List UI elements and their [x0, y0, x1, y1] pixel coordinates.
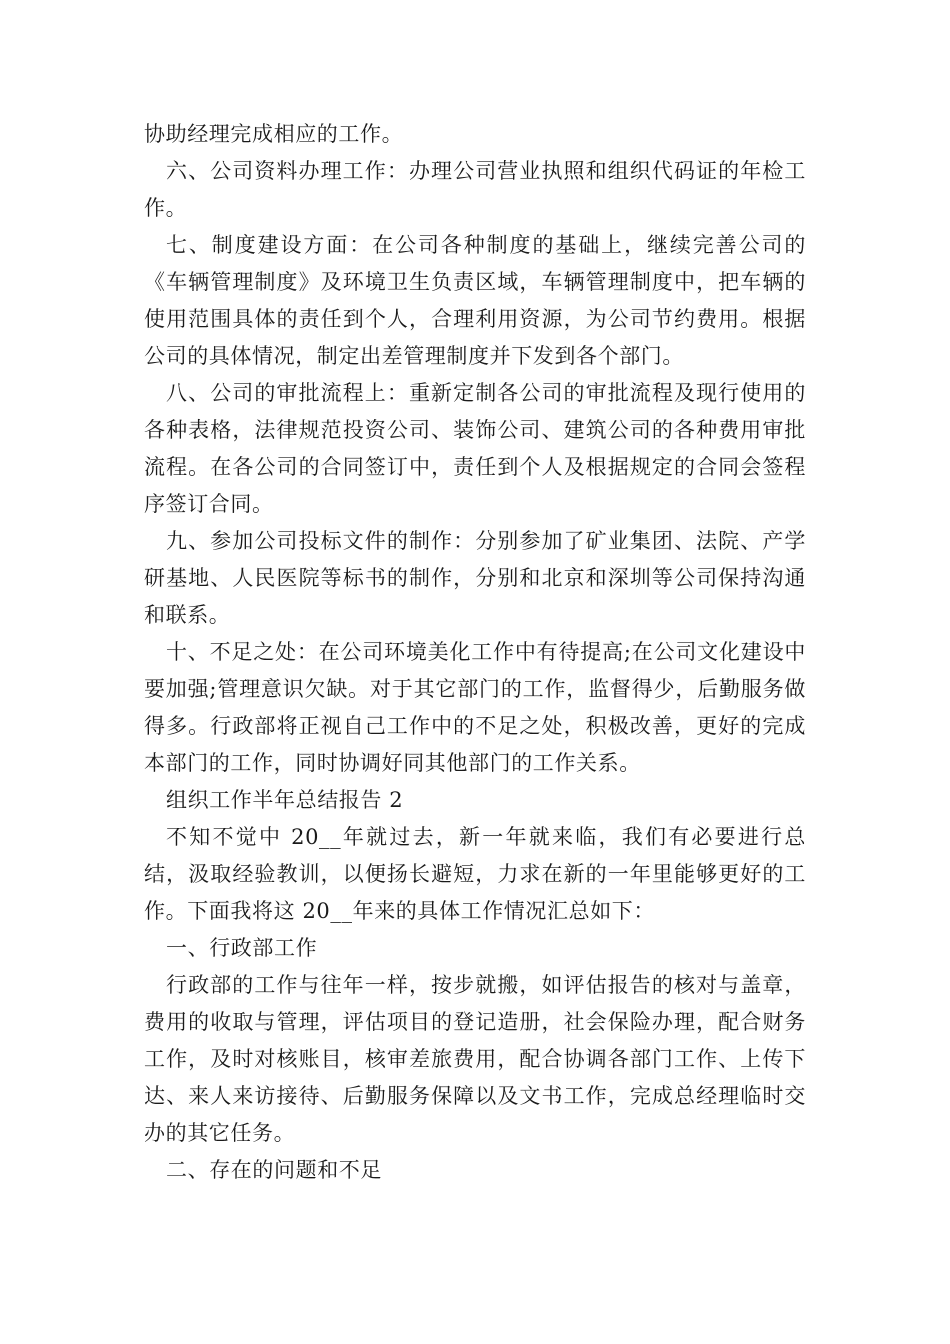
document-body: [144, 116, 806, 1189]
section-heading-admin-work: 一、行政部工作: [166, 936, 318, 960]
paragraph-2: 六、公司资料办理工作：办理公司营业执照和组织代码证的年检工作。: [144, 159, 806, 220]
section-heading-problems: 二、存在的问题和不足: [166, 1158, 382, 1182]
paragraph-8: 不知不觉中 20__年就过去，新一年就来临，我们有必要进行总结，汲取经验教训，以便扬长避短，力求在新的一年里能够更好的工作。下面我将这 20__年来的具体工作情况汇总如下：: [144, 825, 806, 923]
paragraph-1: 协助经理完成相应的工作。: [144, 122, 404, 146]
paragraph-3: 七、制度建设方面：在公司各种制度的基础上，继续完善公司的《车辆管理制度》及环境卫生负责区域，车辆管理制度中，把车辆的使用范围具体的责任到个人，合理利用资源，为公司节约费用。根据公司的具体情况，制定出差管理制度并下发到各个部门。: [144, 233, 806, 368]
paragraph-10: 行政部的工作与往年一样，按步就搬，如评估报告的核对与盖章，费用的收取与管理，评估项目的登记造册，社会保险办理，配合财务工作，及时对核账目，核审差旅费用，配合协调各部门工作、上传下达、来人来访接待、后勤服务保障以及文书工作，完成总经理临时交办的其它任务。: [144, 973, 806, 1145]
paragraph-6: 十、不足之处：在公司环境美化工作中有待提高;在公司文化建设中要加强;管理意识欠缺。对于其它部门的工作，监督得少，后勤服务做得多。行政部将正视自己工作中的不足之处，积极改善，更好的完成本部门的工作，同时协调好同其他部门的工作关系。: [144, 640, 806, 775]
section-heading-report-2: 组织工作半年总结报告 2: [166, 788, 404, 812]
paragraph-5: 九、参加公司投标文件的制作：分别参加了矿业集团、法院、产学研基地、人民医院等标书的制作，分别和北京和深圳等公司保持沟通和联系。: [144, 529, 806, 627]
paragraph-4: 八、公司的审批流程上：重新定制各公司的审批流程及现行使用的各种表格，法律规范投资公司、装饰公司、建筑公司的各种费用审批流程。在各公司的合同签订中，责任到个人及根据规定的合同会签程序签订合同。: [144, 381, 806, 516]
